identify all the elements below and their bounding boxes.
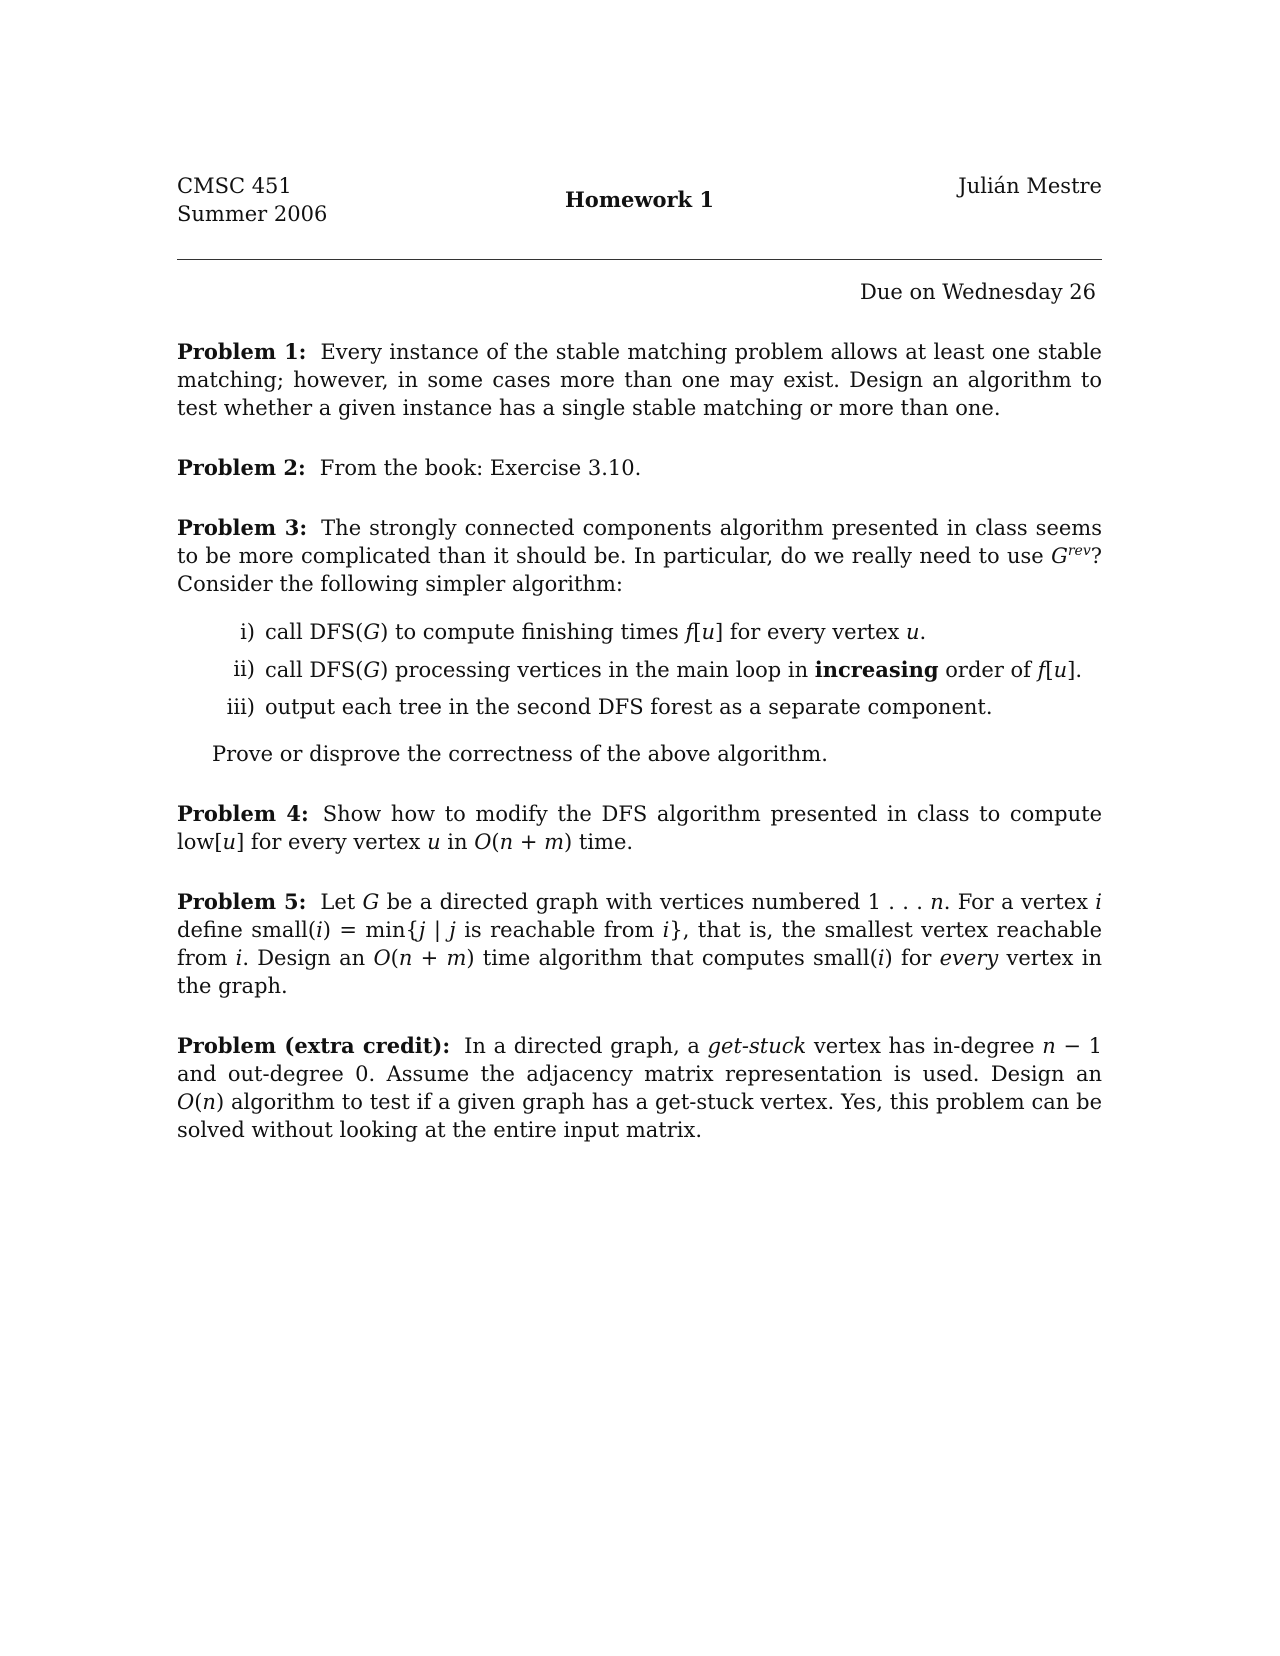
problem-text: The strongly connected components algorithm presented in class seems to be more complicated than it should be. In particular, do we really need to use [177, 516, 1103, 568]
problem-text: ( [390, 946, 399, 970]
problem-3 [177, 514, 1102, 598]
math-symbol: u [427, 830, 441, 854]
problem-text: | [425, 918, 450, 942]
problem-text: ? Consider the following simpler algorithm: [177, 544, 1102, 596]
math-symbol: n [202, 1090, 216, 1114]
problem-text: In a directed graph, a [464, 1034, 708, 1058]
step-text: ) to compute finishing times [380, 620, 686, 644]
problem-label: Problem 5: [177, 889, 307, 914]
header [177, 172, 1102, 230]
problem-text: Let [320, 890, 363, 914]
problem-text: in [440, 830, 475, 854]
problem-text: + [412, 946, 447, 970]
math-symbol: O [373, 946, 391, 970]
problem-1 [177, 338, 1102, 422]
problem-text: . For a vertex [943, 890, 1096, 914]
course-code: CMSC 451 [177, 174, 292, 198]
math-symbol: i [662, 918, 670, 942]
math-symbol: G [363, 620, 381, 644]
problem-text: ] for every vertex [236, 830, 428, 854]
problem-text: ( [491, 830, 500, 854]
header-divider [177, 259, 1102, 260]
problem-3-closing: Prove or disprove the correctness of the above algorithm. [212, 742, 828, 766]
step-number: iii) [226, 695, 255, 719]
problem-label: Problem (extra credit): [177, 1033, 451, 1058]
step-number: ii) [233, 657, 255, 681]
problem-extra-credit [177, 1032, 1102, 1144]
step-text: . [919, 620, 927, 644]
problem-label: Problem 3: [177, 515, 308, 540]
math-symbol: u [906, 620, 920, 644]
problem-5 [177, 888, 1102, 1000]
step-text: output each tree in the second DFS forest as a separate component. [265, 695, 993, 719]
math-symbol: G [362, 890, 380, 914]
math-symbol: n [930, 890, 944, 914]
algorithm-step [177, 651, 1102, 689]
document-title: Homework 1 [564, 187, 715, 212]
math-symbol: O [177, 1090, 195, 1114]
step-text: [ [693, 620, 702, 644]
math-symbol: j [418, 918, 426, 942]
problem-text: From the book: Exercise 3.10. [319, 456, 642, 480]
problem-text: Show how to modify the DFS algorithm presented in class to compute low[ [177, 802, 1102, 854]
algorithm-step [177, 614, 1102, 651]
problem-text: }, that is, the smallest vertex reachable from [177, 918, 1102, 970]
math-symbol: O [474, 830, 492, 854]
problem-text: − 1 and out-degree 0. Assume the adjacency matrix representation is used. Design an [177, 1034, 1103, 1086]
math-symbol: n [1042, 1034, 1056, 1058]
problem-text: Every instance of the stable matching problem allows at least one stable matching; however, in some cases more than one may exist. Design an algorithm to test whether a given instance has a single stable matching or more than one. [177, 340, 1102, 420]
emphasis-bold: increasing [814, 657, 939, 682]
due-date: Due on Wednesday 26 [859, 280, 1096, 304]
problem-4 [177, 800, 1102, 856]
emphasis-italic: get-stuck [707, 1034, 807, 1058]
problem-text: ) time algorithm that computes small( [466, 946, 878, 970]
problem-text: ) for [884, 946, 940, 970]
step-number: i) [240, 620, 255, 644]
problem-text: is reachable from [455, 918, 663, 942]
math-superscript: rev [1067, 543, 1091, 559]
step-text: [ [1045, 658, 1054, 682]
math-symbol: f [1037, 658, 1046, 682]
math-symbol: m [544, 830, 565, 854]
math-symbol: f [685, 620, 694, 644]
author-name: Julián Mestre [958, 174, 1102, 198]
math-symbol: u [1053, 658, 1068, 682]
math-symbol: u [701, 620, 715, 644]
math-symbol: G [363, 658, 381, 682]
step-text: ]. [1067, 658, 1083, 682]
math-symbol: i [877, 946, 885, 970]
problem-text: ) time. [564, 830, 634, 854]
step-text: ] for every vertex [715, 620, 907, 644]
math-symbol: i [1095, 890, 1102, 914]
math-symbol: m [446, 946, 467, 970]
problem-text: define small( [177, 918, 317, 942]
problem-2 [177, 454, 1102, 482]
problem-text: vertex has in-degree [806, 1034, 1043, 1058]
math-symbol: u [222, 830, 237, 854]
math-symbol: i [235, 946, 243, 970]
course-term: Summer 2006 [177, 202, 328, 226]
problems-list [177, 338, 1102, 1176]
document-page [177, 172, 1103, 1142]
emphasis-italic: every [939, 946, 999, 970]
step-text: ) processing vertices in the main loop in [380, 658, 815, 682]
problem-text: . Design an [242, 946, 374, 970]
step-text: call DFS( [265, 620, 364, 644]
problem-text: vertex in the graph. [177, 946, 1102, 998]
algorithm-step [177, 689, 1102, 726]
problem-label: Problem 1: [177, 339, 307, 364]
problem-text: be a directed graph with vertices numbered 1 . . . [379, 890, 931, 914]
problem-text: ( [194, 1090, 203, 1114]
math-symbol: G [1051, 544, 1068, 568]
step-text: call DFS( [265, 658, 364, 682]
math-symbol: n [499, 830, 514, 854]
problem-label: Problem 4: [177, 801, 309, 826]
step-text: order of [938, 658, 1038, 682]
problem-text: + [513, 830, 545, 854]
math-symbol: j [449, 918, 456, 942]
math-symbol: n [398, 946, 413, 970]
algorithm-steps [177, 614, 1102, 726]
problem-text: ) algorithm to test if a given graph has a get-stuck vertex. Yes, this problem can be solved without looking at the entire input matrix. [177, 1090, 1102, 1142]
math-symbol: i [316, 918, 323, 942]
problem-label: Problem 2: [177, 455, 306, 480]
problem-text: ) = min{ [322, 918, 419, 942]
